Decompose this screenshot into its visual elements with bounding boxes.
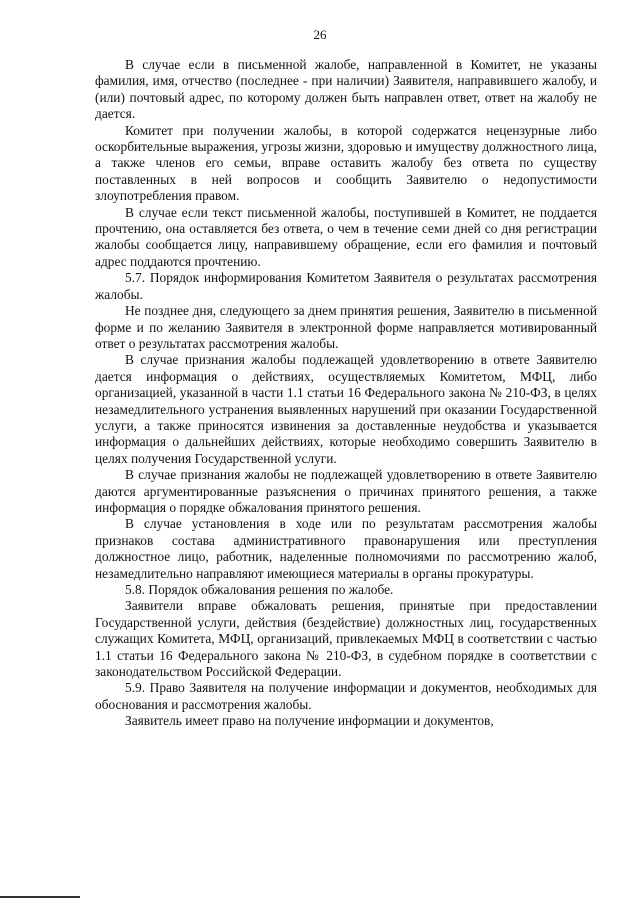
section-heading-5-9: 5.9. Право Заявителя на получение информации и документов, необходимых для обоснования и рассмотрения жалобы. <box>95 680 597 712</box>
page-number: 26 <box>313 27 327 42</box>
paragraph-complaint-satisfied: В случае признания жалобы подлежащей удовлетворению в ответе Заявителю дается информация о действиях, осуществляемых Комитетом, МФЦ, либо организацией, указанной в части 1.1 статьи 16 Федерального закона № 210-ФЗ, в целях незамедлительного устранения выявленных нарушений при оказании Государственной услуги, а также приносятся извинения за доставленные неудобства и указывается информация о дальнейших действиях, которые необходимо совершить Заявителю в целях получения Государственной услуги. <box>95 352 597 466</box>
paragraph-complaint-rejected: В случае признания жалобы не подлежащей удовлетворению в ответе Заявителю даются аргументированные разъяснения о причинах принятого решения, а также информация о порядке обжалования принятого решения. <box>95 467 597 515</box>
section-heading-5-7: 5.7. Порядок информирования Комитетом Заявителя о результатах рассмотрения жалобы. <box>95 270 597 302</box>
section-heading-5-8: 5.8. Порядок обжалования решения по жалобе. <box>125 582 394 597</box>
paragraph-offense-detected: В случае установления в ходе или по результатам рассмотрения жалобы признаков состава административного правонарушения или преступления должностное лицо, работник, наделенные полномочиями по рассмотрению жалоб, незамедлительно направляют имеющиеся материалы в органы прокуратуры. <box>95 516 597 581</box>
document-body <box>95 57 597 730</box>
footer-divider <box>0 896 80 898</box>
paragraph-right-to-information: Заявитель имеет право на получение информации и документов, <box>125 713 494 729</box>
paragraph-response-deadline: Не позднее дня, следующего за днем принятия решения, Заявителю в письменной форме и по желанию Заявителя в электронной форме направляется мотивированный ответ о результатах рассмотрения жалобы. <box>95 303 597 351</box>
paragraph-offensive-content: Комитет при получении жалобы, в которой содержатся нецензурные либо оскорбительные выражения, угрозы жизни, здоровью и имуществу должностного лица, а также членов его семьи, вправе оставить жалобу без ответа по существу поставленных в ней вопросов и сообщить Заявителю о недопустимости злоупотребления правом. <box>95 122 597 204</box>
paragraph-judicial-appeal: Заявители вправе обжаловать решения, принятые при предоставлении Государственной услуги, действия (бездействие) должностных лиц, государственных служащих Комитета, МФЦ, организаций, привлекаемых МФЦ в соответствии с частью 1.1 статьи 16 Федерального закона № 210-ФЗ, в судебном порядке в соответствии с законодательством Российской Федерации. <box>95 598 597 680</box>
paragraph-missing-sender-info: В случае если в письменной жалобе, направленной в Комитет, не указаны фамилия, имя, отчество (последнее - при наличии) Заявителя, направившего жалобу, и (или) почтовый адрес, по которому должен быть направлен ответ, ответ на жалобу не дается. <box>95 57 597 122</box>
paragraph-unreadable-text: В случае если текст письменной жалобы, поступившей в Комитет, не поддается прочтению, она оставляется без ответа, о чем в течение семи дней со дня регистрации жалобы сообщается лицу, направившему обращение, если его фамилия и почтовый адрес поддаются прочтению. <box>95 204 597 269</box>
